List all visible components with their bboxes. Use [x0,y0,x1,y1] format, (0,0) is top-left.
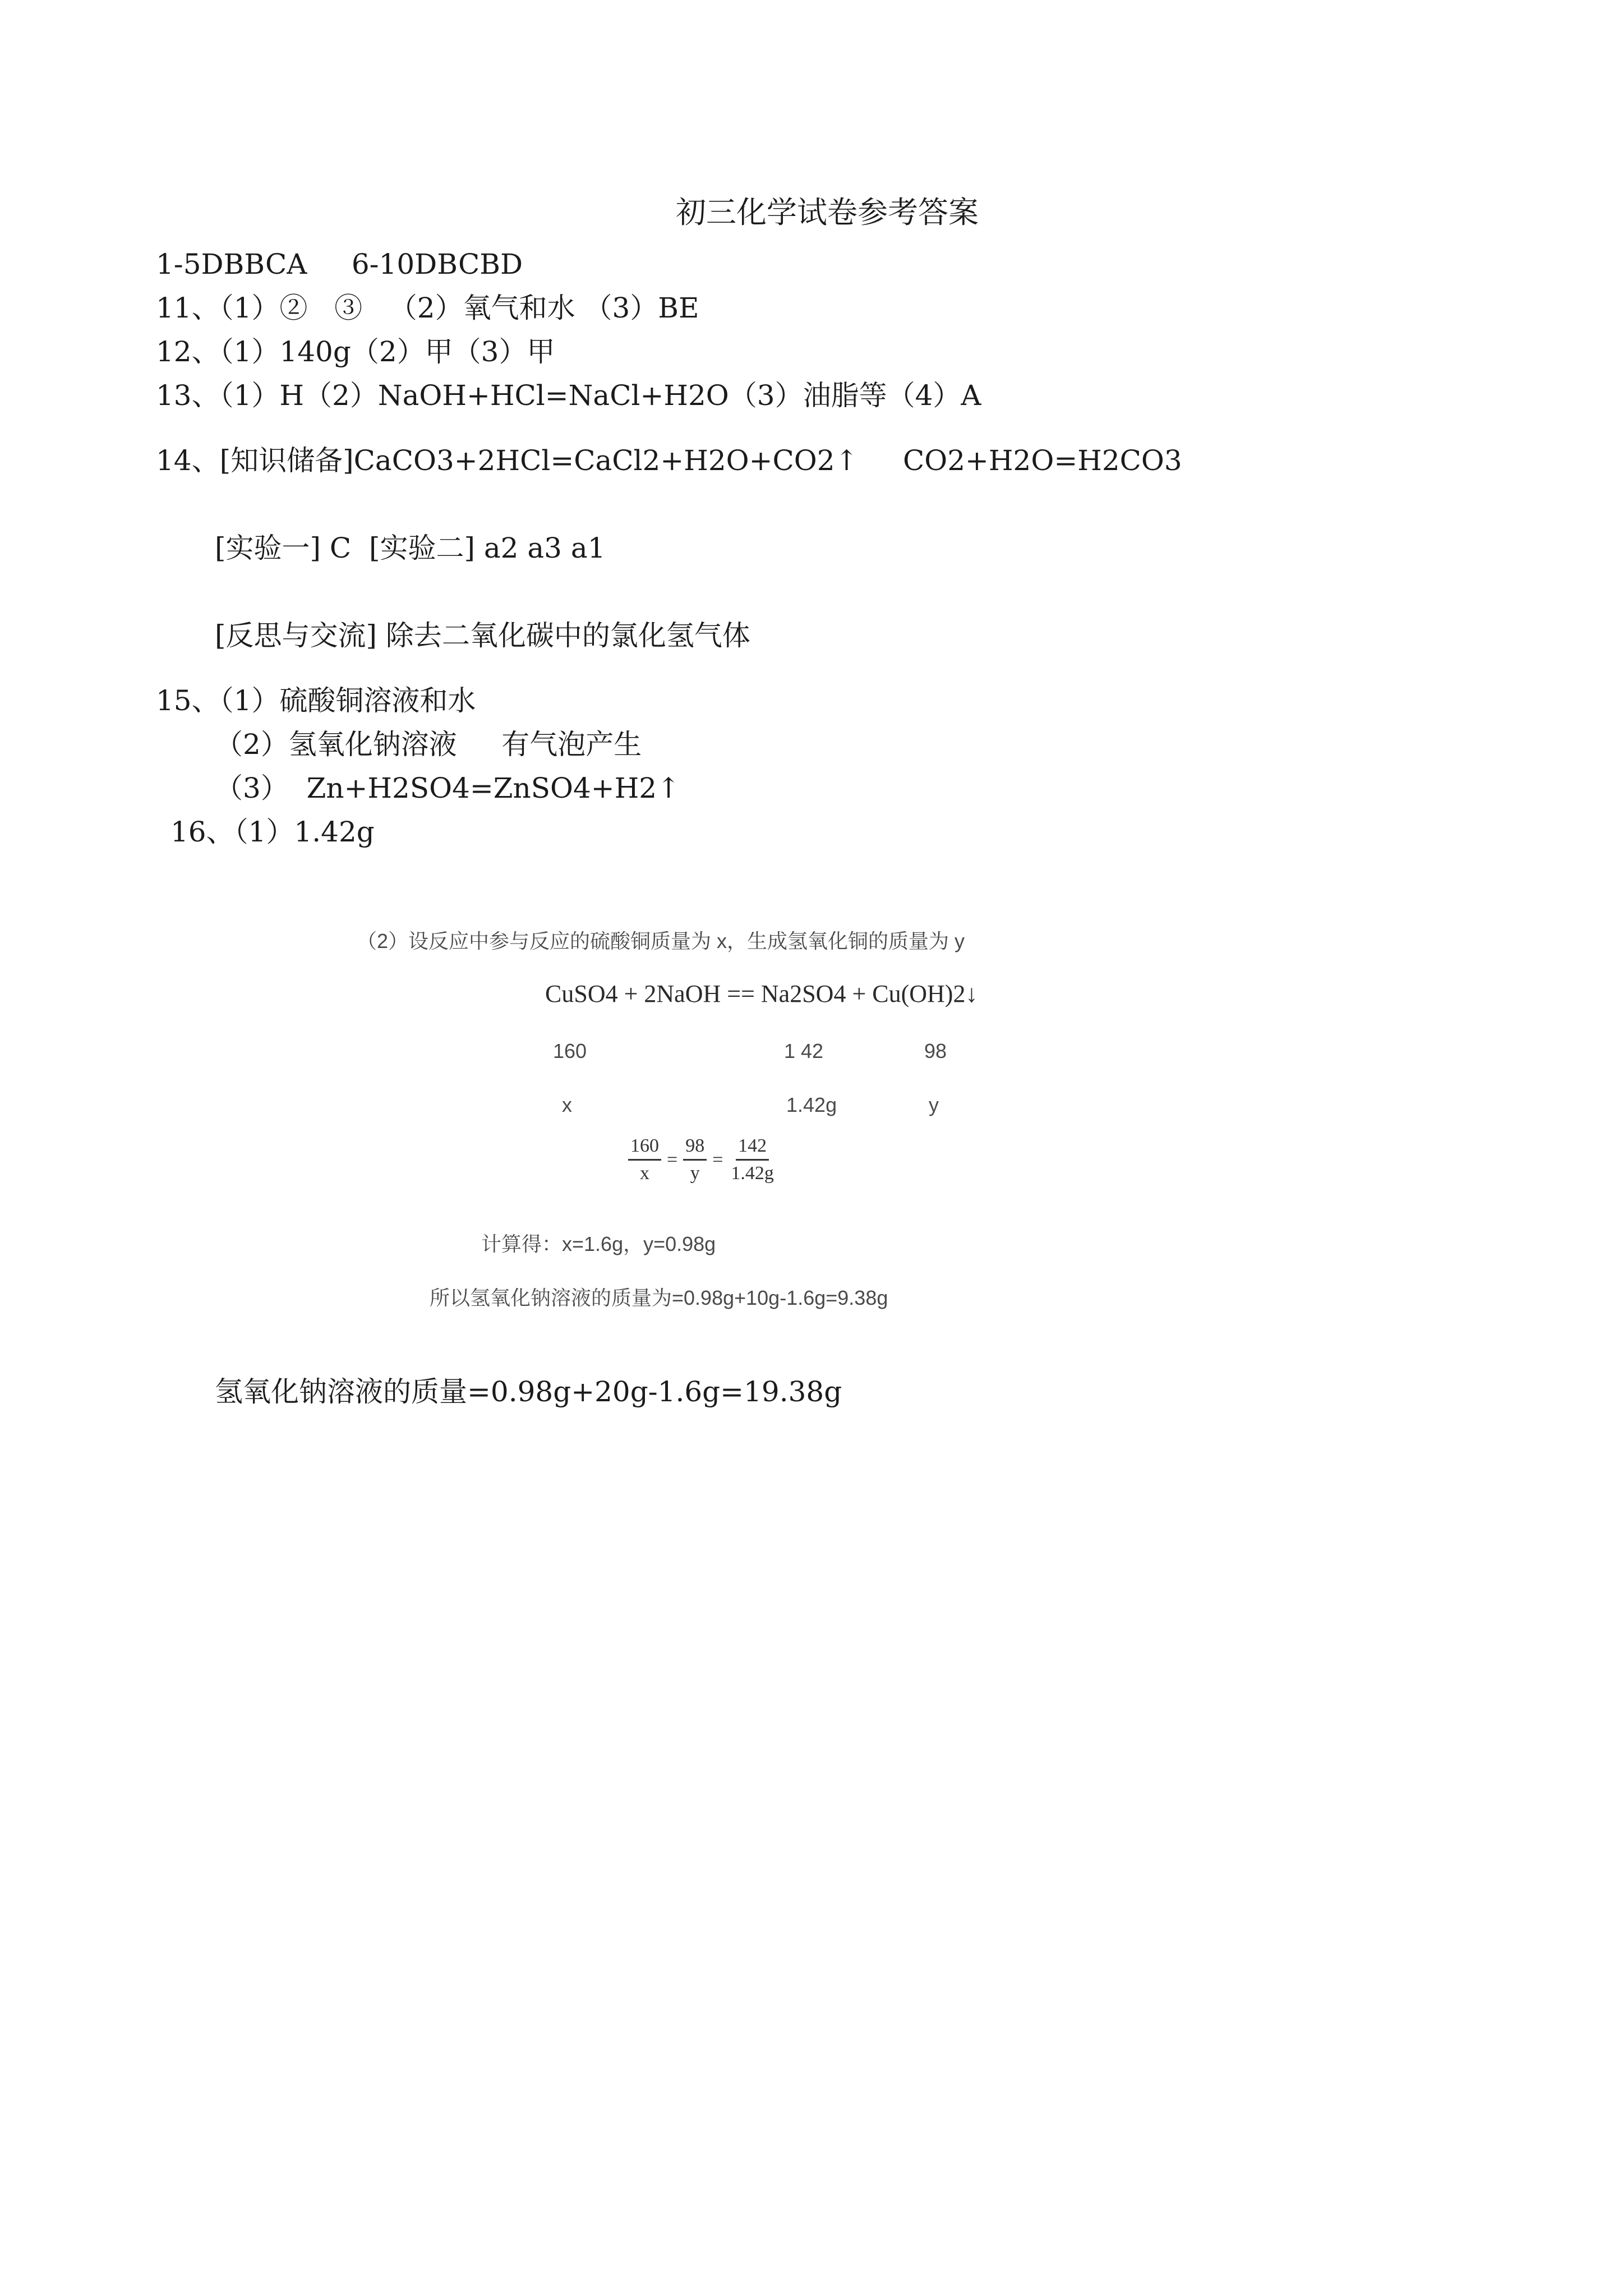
answer-line-q12: 12、（1）140g（2）甲（3）甲 [156,335,555,368]
answer-line-q15-3: （3） Zn+H2SO4=ZnSO4+H2↑ [215,772,681,804]
answer-line-q14-experiments: [实验一] C [实验二] a2 a3 a1 [215,532,606,564]
fraction-denominator: y [690,1163,700,1184]
solution-setup: （2）设反应中参与反应的硫酸铜质量为 x，生成氢氧化铜的质量为 y [357,930,965,953]
proportion-equation [628,1135,776,1184]
unknown-y: y [929,1093,939,1116]
answer-line-q13: 13、（1）H（2）NaOH+HCl=NaCl+H2O（3）油脂等（4）A [156,379,981,412]
solution-result: 计算得：x=1.6g，y=0.98g [481,1232,716,1255]
solution-equation: CuSO4 + 2NaOH == Na2SO4 + Cu(OH)2↓ [545,980,978,1007]
answer-line-q15-1: 15、（1）硫酸铜溶液和水 [156,684,476,717]
q16-solution-image [348,920,1009,1324]
molar-mass-cuoh2: 98 [924,1039,947,1062]
page-title: 初三化学试卷参考答案 [676,195,979,230]
solution-conclusion: 所以氢氧化钠溶液的质量为=0.98g+10g-1.6g=9.38g [430,1286,888,1309]
unknown-x: x [562,1093,572,1116]
answer-line-q16-1: 16、（1）1.42g [170,816,375,848]
answer-line-q15-2: （2）氢氧化钠溶液 有气泡产生 [215,728,642,761]
answer-line-q14-reflection: [反思与交流] 除去二氧化碳中的氯化氢气体 [215,619,750,652]
fraction-denominator: x [640,1163,649,1184]
fraction-98-y [683,1135,707,1184]
equals-sign: = [667,1149,678,1170]
fraction-numerator: 98 [683,1135,707,1161]
answer-line-q16-final: 氢氧化钠溶液的质量=0.98g+20g-1.6g=19.38g [215,1375,842,1408]
fraction-denominator: 1.42g [731,1163,774,1184]
molar-mass-na2so4: 1 42 [784,1039,824,1062]
fraction-142-mass [728,1135,776,1184]
known-mass: 1.42g [786,1093,837,1116]
molar-mass-cuso4: 160 [553,1039,587,1062]
fraction-160-x [628,1135,661,1184]
equals-sign: = [712,1149,723,1170]
fraction-numerator: 160 [628,1135,661,1161]
answer-line-q14-knowledge: 14、[知识储备]CaCO3+2HCl=CaCl2+H2O+CO2↑ CO2+H2O=H2CO3 [156,444,1182,477]
fraction-numerator: 142 [736,1135,769,1161]
answer-line-choice: 1-5DBBCA 6-10DBCBD [156,248,523,280]
answer-line-q11: 11、（1）② ③ （2）氧气和水 （3）BE [156,292,699,324]
